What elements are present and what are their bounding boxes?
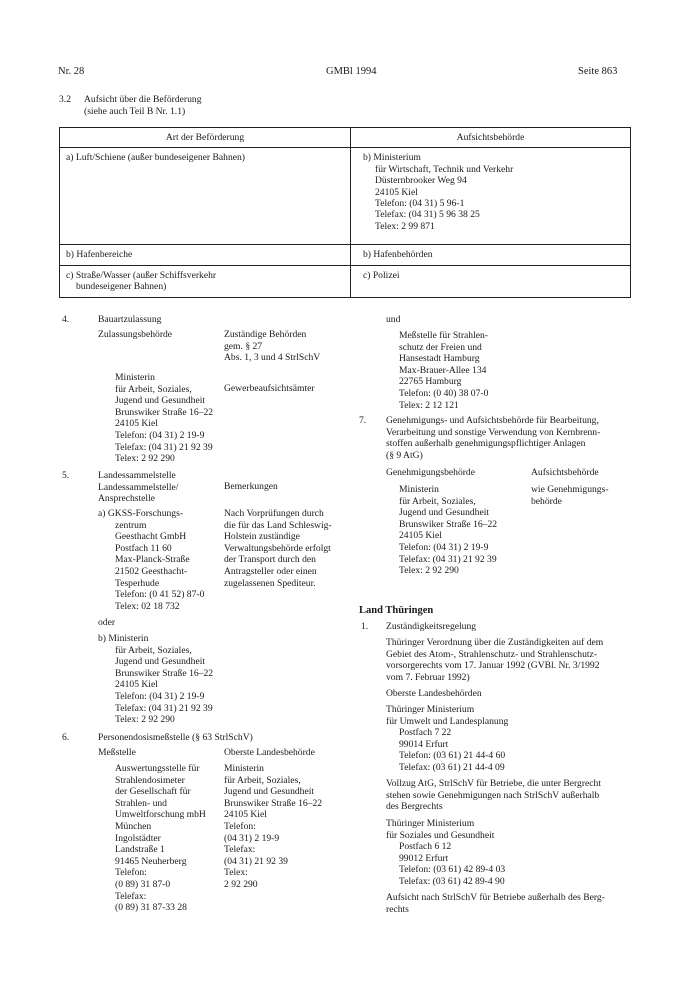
address-line: Telefon: (0 41 52) 87-0 [115,589,205,601]
table-cell [60,265,351,297]
text-line: vom 7. Februar 1992) [386,671,470,683]
address-line: Telefon: (04 31) 2 19-9 [399,541,489,553]
address-line: Jugend und Gesundheit [224,786,315,798]
text-line: behörde [531,495,562,507]
address-line: Thüringer Ministerium [386,818,475,829]
section-6-col-a: Meßstelle [98,747,136,758]
address-line: für Arbeit, Soziales, [399,495,476,507]
thueringen-p3 [386,778,632,813]
section-5-a [98,508,204,612]
thueringen-p4 [386,892,632,915]
column-header: Art der Beförderung [60,128,351,148]
cell-line: bundeseigener Bahnen) [76,281,167,293]
address-line: (04 31) 21 92 39 [224,855,288,867]
section-6-title: Personendosismeßstelle (§ 63 StrlSchV) [98,732,253,743]
address-line: Postfach 6 12 [399,841,452,853]
cell-line: b) Hafenbehörden [363,249,433,261]
section-7-right [531,484,609,507]
transport-table [59,127,631,298]
address-line: Strahlen- und [115,797,167,809]
address-line: 91465 Neuherberg [115,855,187,867]
address-line: Telex: 2 12 121 [399,399,459,411]
address-line: Postfach 7 22 [399,727,452,739]
address-line: 24105 Kiel [115,418,158,430]
address-line: der Gesellschaft für [115,786,191,798]
section-5-oder: oder [98,617,116,628]
hamburg-address [399,330,488,411]
thueringen-p1 [386,637,632,683]
address-line: Telefax: (03 61) 42 89-4 90 [399,875,505,887]
address-line: Jugend und Gesundheit [399,507,490,519]
address-line: Strahlendosimeter [115,774,185,786]
section-4-address [115,372,213,465]
text-line: Ansprechstelle [98,493,156,505]
address-line: zentrum [115,519,147,531]
address-line: Telefax: (04 31) 21 92 39 [115,702,213,714]
section-6-b [224,763,322,891]
cell-line: Telefax: (04 31) 5 96 38 25 [375,209,480,221]
address-line: für Umwelt und Landesplanung [386,715,509,727]
text-line: des Bergrechts [386,801,443,813]
address-line: 99012 Erfurt [399,852,449,864]
address-line: Geesthacht GmbH [115,531,187,543]
text-line: Aufsicht nach StrlSchV für Betriebe außerhalb des Berg- [386,892,605,903]
address-line: Telefon: (04 31) 2 19-9 [115,690,205,702]
cell-line: 24105 Kiel [375,186,418,198]
section-7-address [399,484,497,577]
address-line: Telex: 2 92 290 [399,565,459,577]
address-line: Telex: 02 18 732 [115,600,180,612]
text-line: stehen sowie Genehmigungen nach StrlSchV außerhalb [386,789,600,801]
address-line: Telefax: (04 31) 21 92 39 [115,441,213,453]
text-line: der Transport durch den [224,554,316,566]
thueringen-subheading: Zuständigkeitsregelung [386,621,477,632]
text-line: Landessammelstelle/ [98,481,179,493]
address-line: 24105 Kiel [224,809,267,821]
table-cell [60,148,351,245]
text-line: Antragsteller oder einen [224,565,317,577]
address-line: Hansestadt Hamburg [399,353,480,365]
text-line: Nach Vorprüfungen durch [224,508,324,519]
text-line: die für das Land Schleswig- [224,519,332,531]
column-header: Aufsichtsbehörde [351,128,631,148]
cell-line: Telefon: (04 31) 5 96-1 [375,198,465,210]
address-line: Telex: 2 92 290 [115,714,175,726]
address-line: Max-Brauer-Allee 134 [399,364,487,376]
address-line: Telefon: (04 31) 2 19-9 [115,429,205,441]
section-3-2-heading [84,94,202,117]
section-3-2-number: 3.2 [59,94,71,105]
text-line: gem. § 27 [224,340,263,352]
cell-line: für Wirtschaft, Technik und Verkehr [375,163,514,175]
address-line: Auswertungsstelle für [115,763,200,774]
address-line: (0 89) 31 87-33 28 [115,902,187,914]
section-5-remarks-head: Bemerkungen [224,481,278,492]
cell-line: Telex: 2 99 871 [375,220,435,232]
address-line: 24105 Kiel [115,679,158,691]
text-line: Vollzug AtG, StrlSchV für Betriebe, die unter Bergrecht [386,778,602,789]
address-line: (04 31) 2 19-9 [224,832,280,844]
address-line: Telefax: (04 31) 21 92 39 [399,553,497,565]
section-6-col-b: Oberste Landesbehörde [224,747,315,758]
address-line: Ministerin [115,372,155,383]
text-line: (§ 9 AtG) [386,449,423,461]
table-cell [60,245,351,265]
text-line: Genehmigungs- und Aufsichtsbehörde für Bearbeitung, [386,415,599,426]
address-line: für Soziales und Gesundheit [386,829,495,841]
address-line: Ministerin [224,763,264,774]
address-line: Telefon: (0 40) 38 07-0 [399,387,489,399]
section-4-right: Gewerbeaufsichtsämter [224,383,315,394]
section-6-number: 6. [62,732,70,743]
text-line: Zuständige Behörden [224,329,307,340]
text-line: rechts [386,903,409,915]
text-line: vorsorgerechts vom 17. Januar 1992 (GVBl. Nr. 3/1992 [386,660,600,672]
address-line: Brunswiker Straße 16–22 [224,797,323,809]
address-line: Telex: 2 92 290 [115,453,175,465]
text-line: Verwaltungsbehörde erfolgt [224,542,331,554]
address-line: Telex: [224,867,248,879]
section-5-number: 5. [62,470,70,481]
address-line: 99014 Erfurt [399,738,449,750]
land-heading: Land Thüringen [359,605,434,616]
cell-line: b) Ministerium [363,152,421,164]
section-4-col-b [224,329,320,364]
address-line: Telefon: [224,820,256,832]
address-line: Telefon: (03 61) 21 44-4 60 [399,750,506,762]
address-line: für Arbeit, Soziales, [115,644,192,656]
section-4-title: Bauartzulassung [98,314,162,325]
und-text: und [386,314,401,325]
thueringen-p2: Oberste Landesbehörden [386,688,482,699]
address-line: Postfach 11 60 [115,542,172,554]
section-4-number: 4. [62,314,70,325]
address-line: 2 92 290 [224,878,258,890]
thueringen-address-1 [386,704,508,774]
table-cell [351,245,631,265]
address-line: a) GKSS-Forschungs- [98,508,184,519]
address-line: Ministerin [399,484,439,495]
section-4-col-a: Zulassungsbehörde [98,329,173,340]
address-line: (0 89) 31 87-0 [115,878,171,890]
address-line: Meßstelle für Strahlen- [399,330,488,341]
address-line: Jugend und Gesundheit [115,656,206,668]
address-line: München [115,820,152,832]
thueringen-address-2 [386,818,505,888]
page-number-left: Nr. 28 [58,66,85,77]
address-line: Brunswiker Straße 16–22 [115,406,214,418]
address-line: Landstraße 1 [115,844,165,856]
text-line: Abs. 1, 3 und 4 StrlSchV [224,352,321,364]
address-line: Tesperhude [115,577,160,589]
address-line: Telefax: [224,844,256,856]
journal-title: GMBl 1994 [326,66,377,77]
cell-line: c) Straße/Wasser (außer Schiffsverkehr [66,269,217,281]
address-line: für Arbeit, Soziales, [224,774,301,786]
cell-line: b) Hafenbereiche [66,249,133,261]
table-header-row [60,128,631,148]
table-row [60,265,631,297]
heading-line: (siehe auch Teil B Nr. 1.1) [84,105,186,117]
text-line: Gebiet des Atom-, Strahlenschutz- und Strahlenschutz- [386,648,598,660]
text-line: zugelassenen Spediteur. [224,577,316,589]
text-line: wie Genehmigungs- [531,484,609,495]
address-line: 24105 Kiel [399,530,442,542]
address-line: Jugend und Gesundheit [115,395,206,407]
section-5-remarks [224,508,332,589]
address-line: 21502 Geesthacht- [115,565,188,577]
address-line: b) Ministerin [98,633,149,644]
section-6-a [115,763,206,914]
address-line: Telefon: [115,867,147,879]
address-line: Telefon: (03 61) 42 89-4 03 [399,864,506,876]
address-line: für Arbeit, Soziales, [115,383,192,395]
text-line: Holstein zuständige [224,531,300,543]
text-line: Landessammelstelle [98,470,176,481]
text-line: Thüringer Verordnung über die Zuständigkeiten auf dem [386,637,604,648]
address-line: 22765 Hamburg [399,376,462,388]
table-cell [351,148,631,245]
section-7-text [386,415,632,461]
table-cell [351,265,631,297]
section-7-col-b: Aufsichtsbehörde [531,467,599,478]
section-5-title [98,470,178,505]
page-number-right: Seite 863 [578,66,618,77]
section-7-col-a: Genehmigungsbehörde [386,467,475,478]
text-line: Verarbeitung und sonstige Verwendung von Kernbrenn- [386,426,601,438]
address-line: Brunswiker Straße 16–22 [115,667,214,679]
address-line: Umweltforschung mbH [115,809,206,821]
address-line: Ingolstädter [115,832,161,844]
section-7-number: 7. [359,415,367,426]
cell-line: Düsternbrooker Weg 94 [375,175,467,187]
section-5-b [98,633,213,726]
address-line: Brunswiker Straße 16–22 [399,518,498,530]
cell-line: a) Luft/Schiene (außer bundeseigener Bahnen) [66,152,246,164]
thueringen-1-number: 1. [361,621,369,632]
text-line: stoffen außerhalb genehmigungspflichtiger Anlagen [386,438,586,450]
cell-line: c) Polizei [363,269,400,281]
heading-line: Aufsicht über die Beförderung [84,94,202,105]
table-row [60,245,631,265]
address-line: Max-Planck-Straße [115,554,190,566]
address-line: Thüringer Ministerium [386,704,475,715]
address-line: Telefax: (03 61) 21 44-4 09 [399,761,505,773]
address-line: Telefax: [115,890,147,902]
address-line: schutz der Freien und [399,341,482,353]
table-row [60,148,631,245]
